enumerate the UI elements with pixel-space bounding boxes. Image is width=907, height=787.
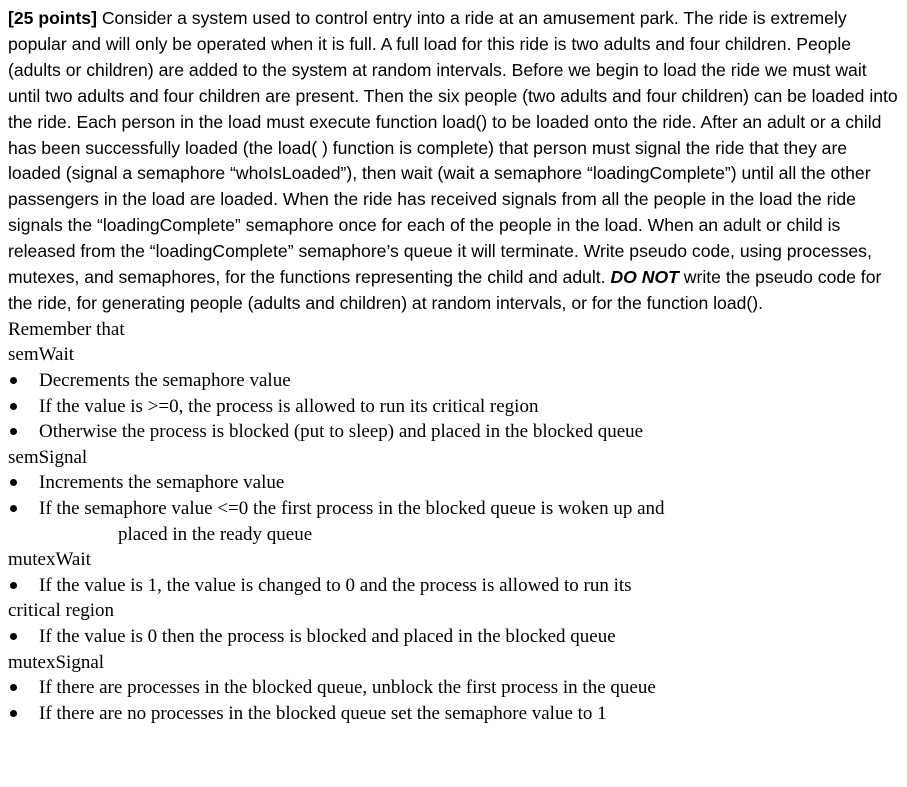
mutexsignal-heading: mutexSignal xyxy=(8,651,105,673)
semsignal-heading: semSignal xyxy=(8,446,88,468)
document-page xyxy=(8,6,901,726)
bullet-icon xyxy=(10,403,17,410)
bullet-icon xyxy=(10,582,17,589)
bullet-icon xyxy=(10,633,17,640)
question-text-part1: Consider a system used to control entry into a ride at an amusement park. The ride is extremely popular and will only be operated when it is full. A full load for this ride is two adults and four children. People (adults or children) are added to the system at random intervals. Before we begin to load the ride we must wait until two adults and four children are present. Then the six people (two adults and four children) can be loaded into the ride. Each person in the load must execute function load() to be loaded onto the ride. After an adult or a child has been successfully loaded (the load( ) function is complete) that person must signal the ride that they are loaded (signal a semaphore “whoIsLoaded”), then wait (wait a semaphore “loadingComplete”) until all the other passengers in the load are loaded. When the ride has received signals from all the people in the load the ride signals the “loadingComplete” semaphore once for each of the people in the load. When an adult or child is released from the “loadingComplete” semaphore’s queue it will terminate. Write pseudo code, using processes, mutexes, and semaphores, for the functions representing the child and adult. xyxy=(8,8,898,288)
mutexsignal-bullet: If there are no processes in the blocked queue set the semaphore value to 1 xyxy=(8,701,901,727)
points-label: [25 points] xyxy=(8,8,97,28)
bullet-icon xyxy=(10,377,17,384)
semwait-bullet: Decrements the semaphore value xyxy=(8,368,901,394)
do-not-emphasis: DO NOT xyxy=(610,267,679,288)
semwait-bullet: If the value is >=0, the process is allowed to run its critical region xyxy=(8,394,901,420)
question-text-part2: write the pseudo code for the ride, for generating people (adults and children) at random intervals, or for the function load(). xyxy=(8,267,882,313)
remember-intro: Remember that xyxy=(8,318,125,340)
definitions-section xyxy=(8,317,901,727)
mutexwait-bullet: If the value is 0 then the process is blocked and placed in the blocked queue xyxy=(8,624,901,650)
question-paragraph xyxy=(8,6,901,317)
semsignal-bullet-continuation: placed in the ready queue xyxy=(118,523,313,545)
bullet-icon xyxy=(10,710,17,717)
semsignal-bullet: If the semaphore value <=0 the first process in the blocked queue is woken up and xyxy=(8,496,901,522)
bullet-icon xyxy=(10,428,17,435)
mutexwait-bullet: If the value is 1, the value is changed to 0 and the process is allowed to run its xyxy=(8,573,901,599)
bullet-icon xyxy=(10,479,17,486)
mutexwait-bullet-continuation: critical region xyxy=(8,600,115,622)
mutexsignal-bullet: If there are processes in the blocked queue, unblock the first process in the queue xyxy=(8,675,901,701)
semwait-heading: semWait xyxy=(8,344,75,366)
bullet-icon xyxy=(10,684,17,691)
semsignal-bullet: Increments the semaphore value xyxy=(8,470,901,496)
semwait-bullet: Otherwise the process is blocked (put to sleep) and placed in the blocked queue xyxy=(8,419,901,445)
bullet-icon xyxy=(10,505,17,512)
mutexwait-heading: mutexWait xyxy=(8,549,91,571)
